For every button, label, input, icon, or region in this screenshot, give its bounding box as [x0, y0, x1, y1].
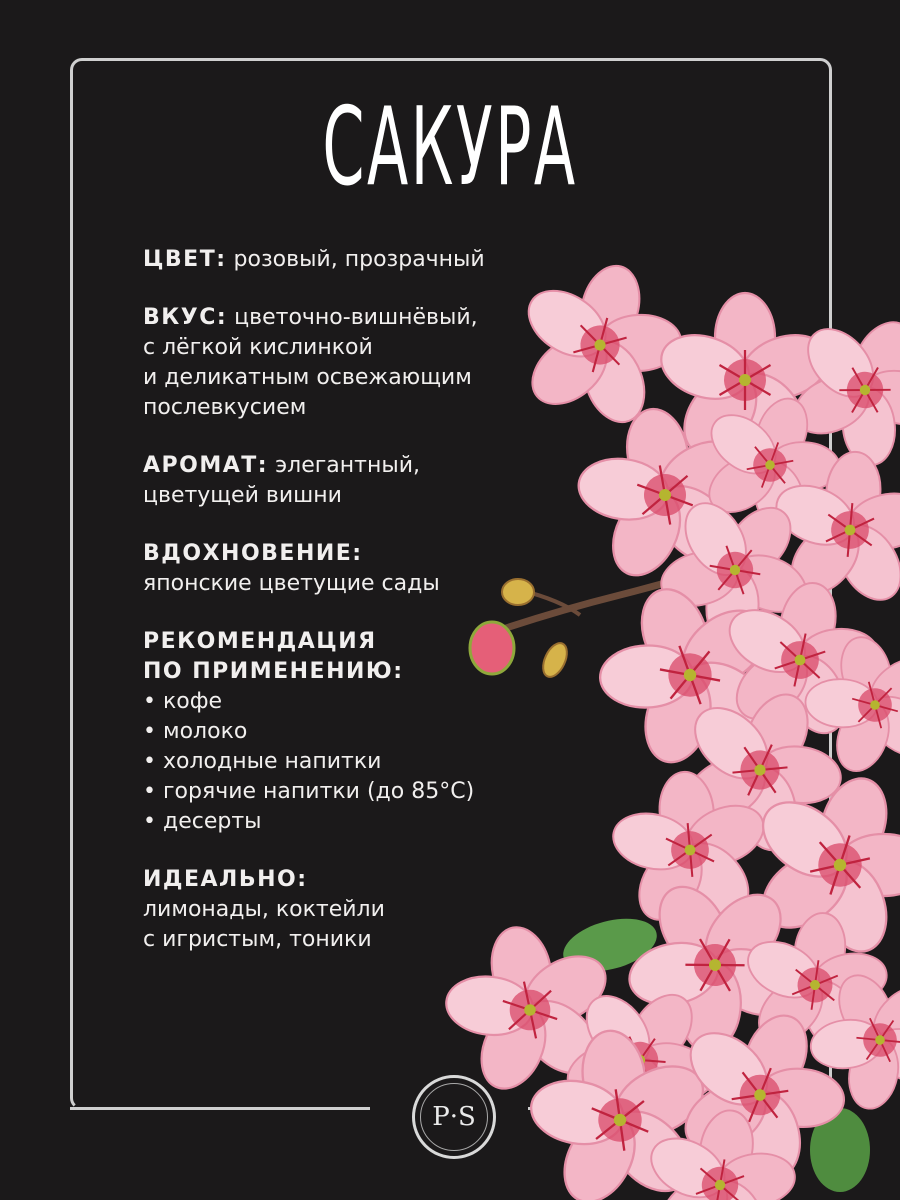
color-value: розовый, прозрачный — [233, 247, 485, 272]
ideal-line-1: лимонады, коктейли — [143, 897, 385, 922]
inspiration-label: ВДОХНОВЕНИЕ: — [143, 541, 363, 566]
taste-label: ВКУС: — [143, 305, 228, 330]
ideal-line-2: с игристым, тоники — [143, 927, 372, 952]
inspiration-value: японские цветущие сады — [143, 571, 440, 596]
recommendation-label-2: ПО ПРИМЕНЕНИЮ: — [143, 659, 404, 684]
ps-logo: P·S — [412, 1075, 496, 1159]
recommendation-label-1: РЕКОМЕНДАЦИЯ — [143, 629, 377, 654]
list-item: • десерты — [143, 807, 543, 837]
list-item: • горячие напитки (до 85°C) — [143, 777, 543, 807]
taste-line-1: цветочно-вишнёвый, — [234, 305, 478, 330]
list-item: • молоко — [143, 717, 543, 747]
taste-line-2: с лёгкой кислинкой — [143, 335, 373, 360]
page-title: САКУРА — [322, 85, 578, 210]
aroma-line-2: цветущей вишни — [143, 483, 342, 508]
ideal-label: ИДЕАЛЬНО: — [143, 867, 308, 892]
list-item: • холодные напитки — [143, 747, 543, 777]
taste-line-3: и деликатным освежающим — [143, 365, 472, 390]
taste-line-4: послевкусием — [143, 395, 307, 420]
color-label: ЦВЕТ: — [143, 247, 227, 272]
aroma-label: АРОМАТ: — [143, 453, 269, 478]
aroma-line-1: элегантный, — [275, 453, 421, 478]
list-item: • кофе — [143, 687, 543, 717]
